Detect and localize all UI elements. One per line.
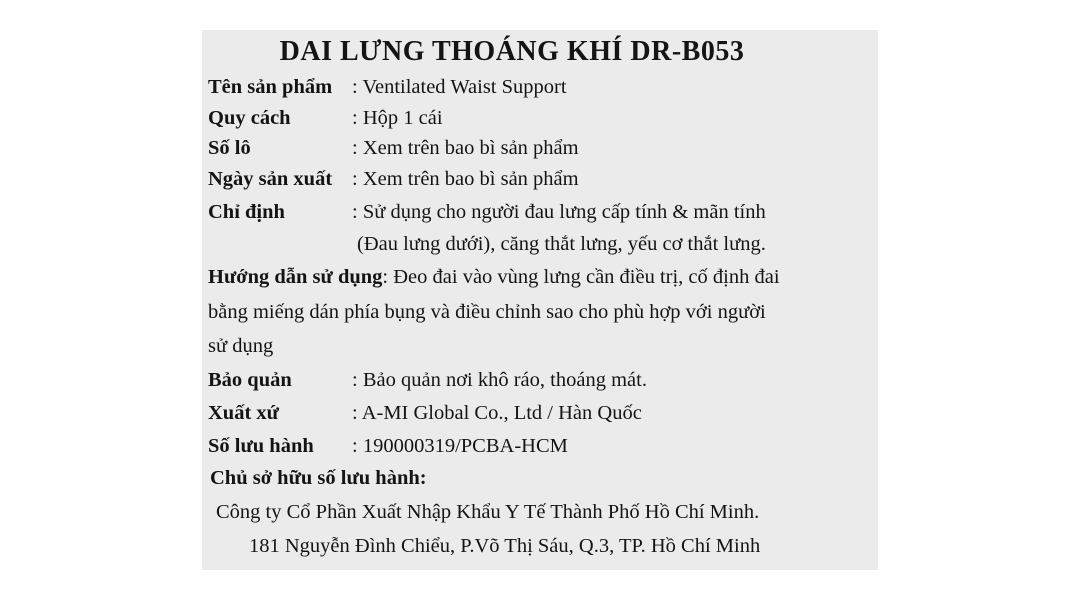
field-instructions-label: Hướng dẫn sử dụng xyxy=(208,266,383,288)
field-indication-value-line2: (Đau lưng dưới), căng thắt lưng, yếu cơ thắt lưng. xyxy=(357,233,766,255)
field-indication-value-line1: : Sử dụng cho người đau lưng cấp tính & mãn tính xyxy=(352,201,766,223)
field-instructions-value-line1: : Đeo đai vào vùng lưng cần điều trị, cố định đai xyxy=(382,266,780,288)
field-instructions xyxy=(208,265,780,289)
field-lot-number-value: : Xem trên bao bì sản phẩm xyxy=(352,137,579,159)
field-packaging-value: : Hộp 1 cái xyxy=(352,107,443,129)
field-origin-label: Xuất xứ xyxy=(208,402,279,424)
field-registration-number-label: Số lưu hành xyxy=(208,435,314,457)
owner-company: Công ty Cổ Phần Xuất Nhập Khẩu Y Tế Thành Phố Hồ Chí Minh. xyxy=(216,501,760,523)
owner-address: 181 Nguyễn Đình Chiểu, P.Võ Thị Sáu, Q.3, TP. Hồ Chí Minh xyxy=(249,535,761,557)
product-label xyxy=(202,30,878,570)
field-instructions-value-line3: sử dụng xyxy=(208,335,274,357)
field-manufacture-date-value: : Xem trên bao bì sản phẩm xyxy=(352,168,579,190)
field-lot-number-label: Số lô xyxy=(208,137,251,159)
product-title: DAI LƯNG THOÁNG KHÍ DR-B053 xyxy=(279,36,745,67)
field-packaging-label: Quy cách xyxy=(208,107,291,129)
field-manufacture-date-label: Ngày sản xuất xyxy=(208,168,333,190)
field-origin-value: : A-MI Global Co., Ltd / Hàn Quốc xyxy=(352,402,642,424)
field-registration-number-value: : 190000319/PCBA-HCM xyxy=(352,435,568,457)
owner-heading: Chủ sở hữu số lưu hành: xyxy=(210,467,427,489)
field-storage-value: : Bảo quản nơi khô ráo, thoáng mát. xyxy=(352,369,647,391)
field-storage-label: Bảo quản xyxy=(208,369,292,391)
field-instructions-value-line2: bằng miếng dán phía bụng và điều chỉnh sao cho phù hợp với người xyxy=(208,301,766,323)
field-product-name-label: Tên sản phẩm xyxy=(208,76,333,98)
field-product-name-value: : Ventilated Waist Support xyxy=(352,76,567,98)
field-indication-label: Chỉ định xyxy=(208,201,285,223)
